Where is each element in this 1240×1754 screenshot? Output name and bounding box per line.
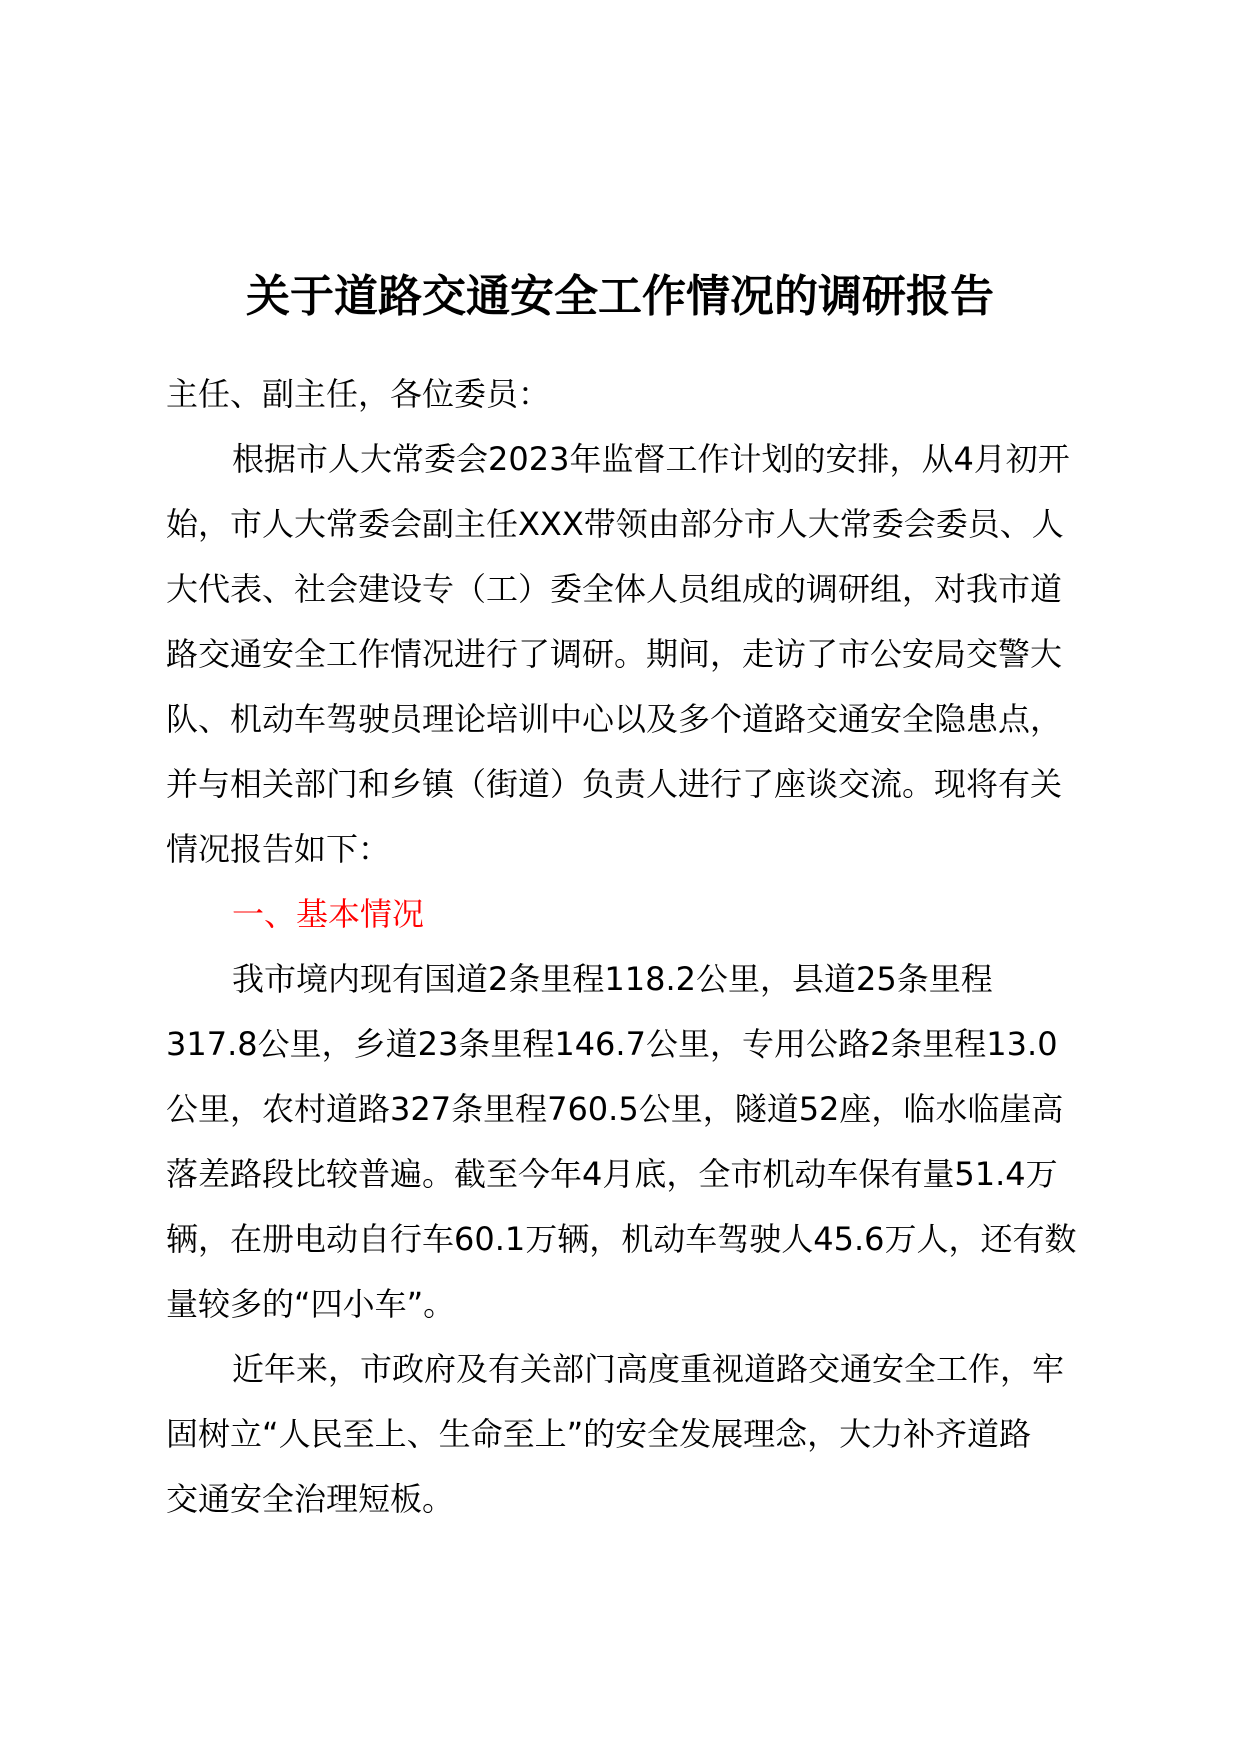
paragraph-line: 落差路段比较普遍。截至今年4月底，全市机动车保有量51.4万 xyxy=(166,1155,1058,1193)
paragraph-line: 并与相关部门和乡镇（街道）负责人进行了座谈交流。现将有关 xyxy=(166,765,1063,803)
paragraph-line: 辆，在册电动自行车60.1万辆，机动车驾驶人45.6万人，还有数 xyxy=(166,1220,1077,1258)
paragraph-line: 大代表、社会建设专（工）委全体人员组成的调研组，对我市道 xyxy=(166,570,1063,608)
paragraph-line: 路交通安全工作情况进行了调研。期间，走访了市公安局交警大 xyxy=(166,635,1063,673)
paragraph-line: 固树立“人民至上、生命至上”的安全发展理念，大力补齐道路 xyxy=(166,1415,1032,1453)
paragraph-line: 队、机动车驾驶员理论培训中心以及多个道路交通安全隐患点， xyxy=(166,700,1063,738)
section-heading-text: 一、基本情况 xyxy=(232,895,425,933)
paragraph-line: 我市境内现有国道2条里程118.2公里，县道25条里程 xyxy=(232,960,993,998)
paragraph-line: 近年来，市政府及有关部门高度重视道路交通安全工作，牢 xyxy=(232,1350,1065,1388)
paragraph-intro xyxy=(166,427,1108,882)
paragraph-line: 始，市人大常委会副主任XXX带领由部分市人大常委会委员、人 xyxy=(166,505,1064,543)
paragraph-statistics xyxy=(166,947,1108,1337)
document-body xyxy=(166,362,1108,1532)
paragraph-line: 317.8公里，乡道23条里程146.7公里，专用公路2条里程13.0 xyxy=(166,1025,1058,1063)
paragraph-line: 根据市人大常委会2023年监督工作计划的安排，从4月初开 xyxy=(232,440,1070,478)
salutation: 主任、副主任，各位委员： xyxy=(166,375,551,413)
paragraph-line: 交通安全治理短板。 xyxy=(166,1480,455,1518)
paragraph-line: 量较多的“四小车”。 xyxy=(166,1285,456,1323)
document-title: 关于道路交通安全工作情况的调研报告 xyxy=(246,271,994,322)
paragraph-line: 情况报告如下： xyxy=(166,830,391,868)
paragraph-line: 公里，农村道路327条里程760.5公里，隧道52座，临水临崖高 xyxy=(166,1090,1064,1128)
section-heading-basic-situation xyxy=(166,882,1108,947)
paragraph-recent-years xyxy=(166,1337,1108,1532)
